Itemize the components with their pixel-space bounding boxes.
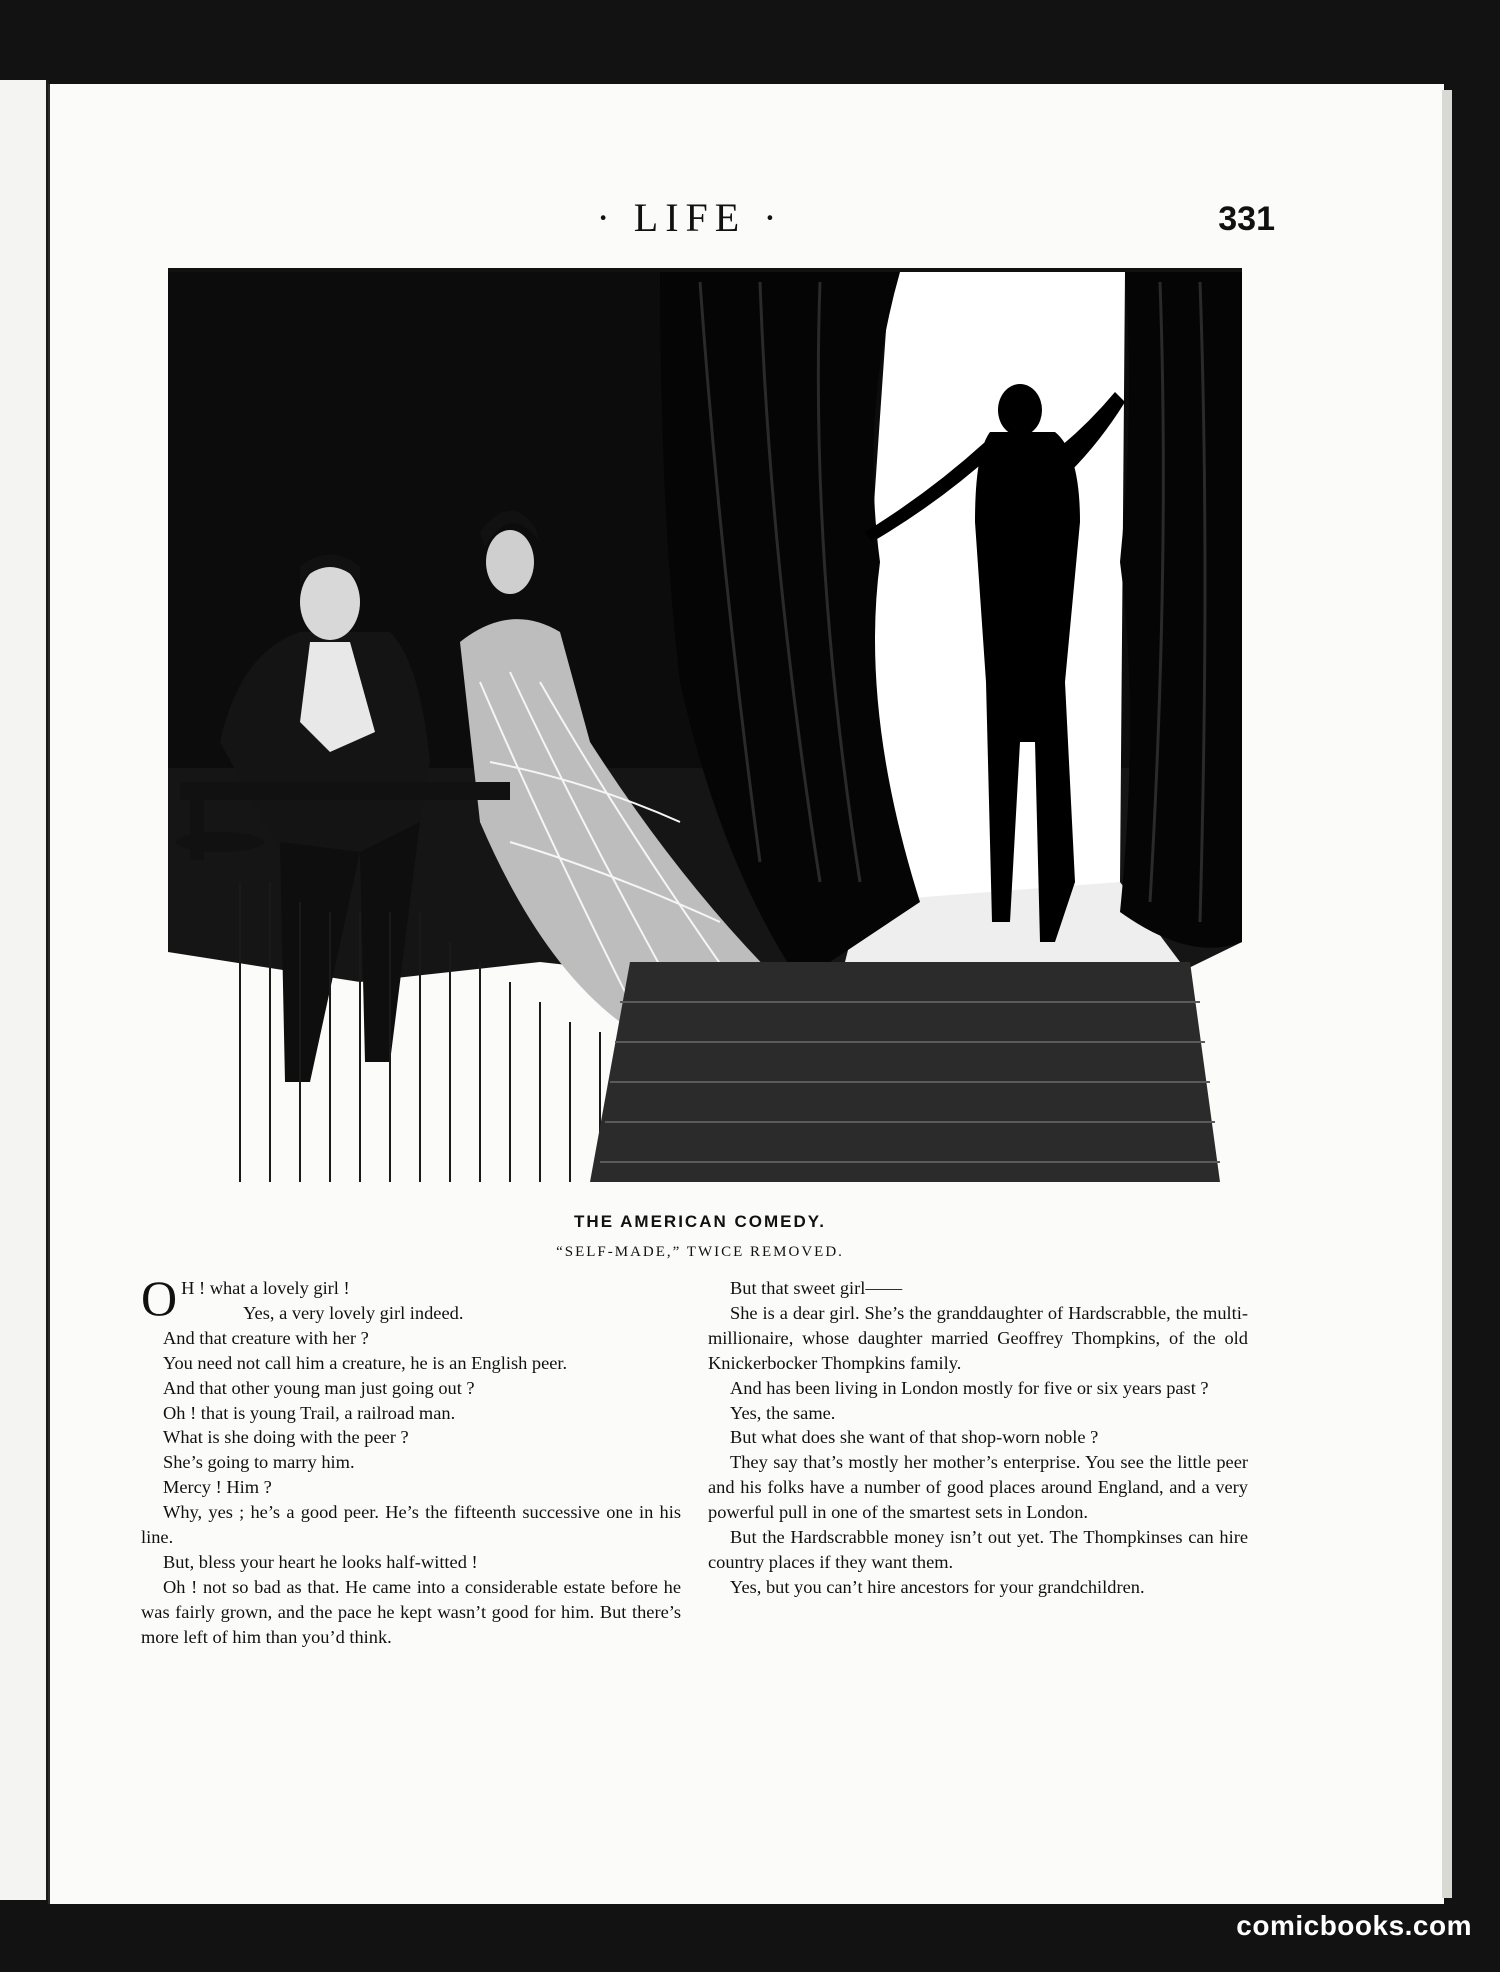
paragraph: She is a dear girl. She’s the granddaughter of Hardscrabble, the multi-millionaire, whose daughter married Geoffrey Thompkins, of the old Knickerbocker Thompkins family. — [708, 1302, 1248, 1373]
paragraph: You need not call him a creature, he is an English peer. — [163, 1352, 568, 1373]
paragraph: But the Hardscrabble money isn’t out yet. The Thompkinses can hire country places if they want them. — [708, 1527, 1248, 1572]
right-text-column — [708, 1276, 1248, 1600]
paragraph: Yes, a very lovely girl indeed. — [243, 1302, 464, 1323]
dark-floorboards — [590, 962, 1220, 1182]
paragraph: Oh ! that is young Trail, a railroad man. — [163, 1402, 456, 1423]
right-curtain — [1120, 272, 1242, 948]
paragraph: But, bless your heart he looks half-witted ! — [163, 1551, 478, 1572]
caption-title: THE AMERICAN COMEDY. — [574, 1212, 826, 1231]
paragraph: Yes, the same. — [730, 1402, 836, 1423]
paragraph: Mercy ! Him ? — [163, 1477, 272, 1498]
paragraph: And has been living in London mostly for five or six years past ? — [730, 1377, 1209, 1398]
left-text-column — [141, 1270, 681, 1650]
paragraph: But what does she want of that shop-worn noble ? — [730, 1427, 1099, 1448]
caption-subtitle: “SELF-MADE,” TWICE REMOVED. — [556, 1244, 844, 1260]
paragraph: She’s going to marry him. — [163, 1452, 355, 1473]
site-watermark: comicbooks.com — [1236, 1910, 1472, 1941]
magazine-title: · LIFE · — [596, 195, 784, 240]
paragraph: Oh ! not so bad as that. He came into a considerable estate before he was fairly grown, and the pace he kept wasn’t good for him. But there’s more left of him than you’d think. — [141, 1576, 681, 1647]
paragraph: They say that’s mostly her mother’s enterprise. You see the little peer and his folks have a number of good places around England, and a very powerful pull in one of the smartest sets in London. — [708, 1452, 1248, 1523]
page-edge-shadow — [1442, 90, 1452, 1898]
paragraph: But that sweet girl—— — [730, 1278, 903, 1298]
paragraph: What is she doing with the peer ? — [163, 1427, 409, 1448]
theater-curtain-illustration-icon — [160, 262, 1250, 1202]
paragraph: Yes, but you can’t hire ancestors for your grandchildren. — [730, 1576, 1145, 1597]
paragraph: Why, yes ; he’s a good peer. He’s the fifteenth successive one in his line. — [141, 1502, 681, 1548]
page-number: 331 — [1218, 200, 1275, 238]
drop-cap: O — [141, 1270, 178, 1326]
paragraph: And that creature with her ? — [163, 1327, 369, 1348]
paragraph: O H ! what a lovely girl ! — [141, 1270, 350, 1326]
facing-page-edge — [0, 80, 49, 1900]
top-border — [168, 268, 1242, 272]
paragraph: And that other young man just going out ? — [163, 1377, 475, 1398]
